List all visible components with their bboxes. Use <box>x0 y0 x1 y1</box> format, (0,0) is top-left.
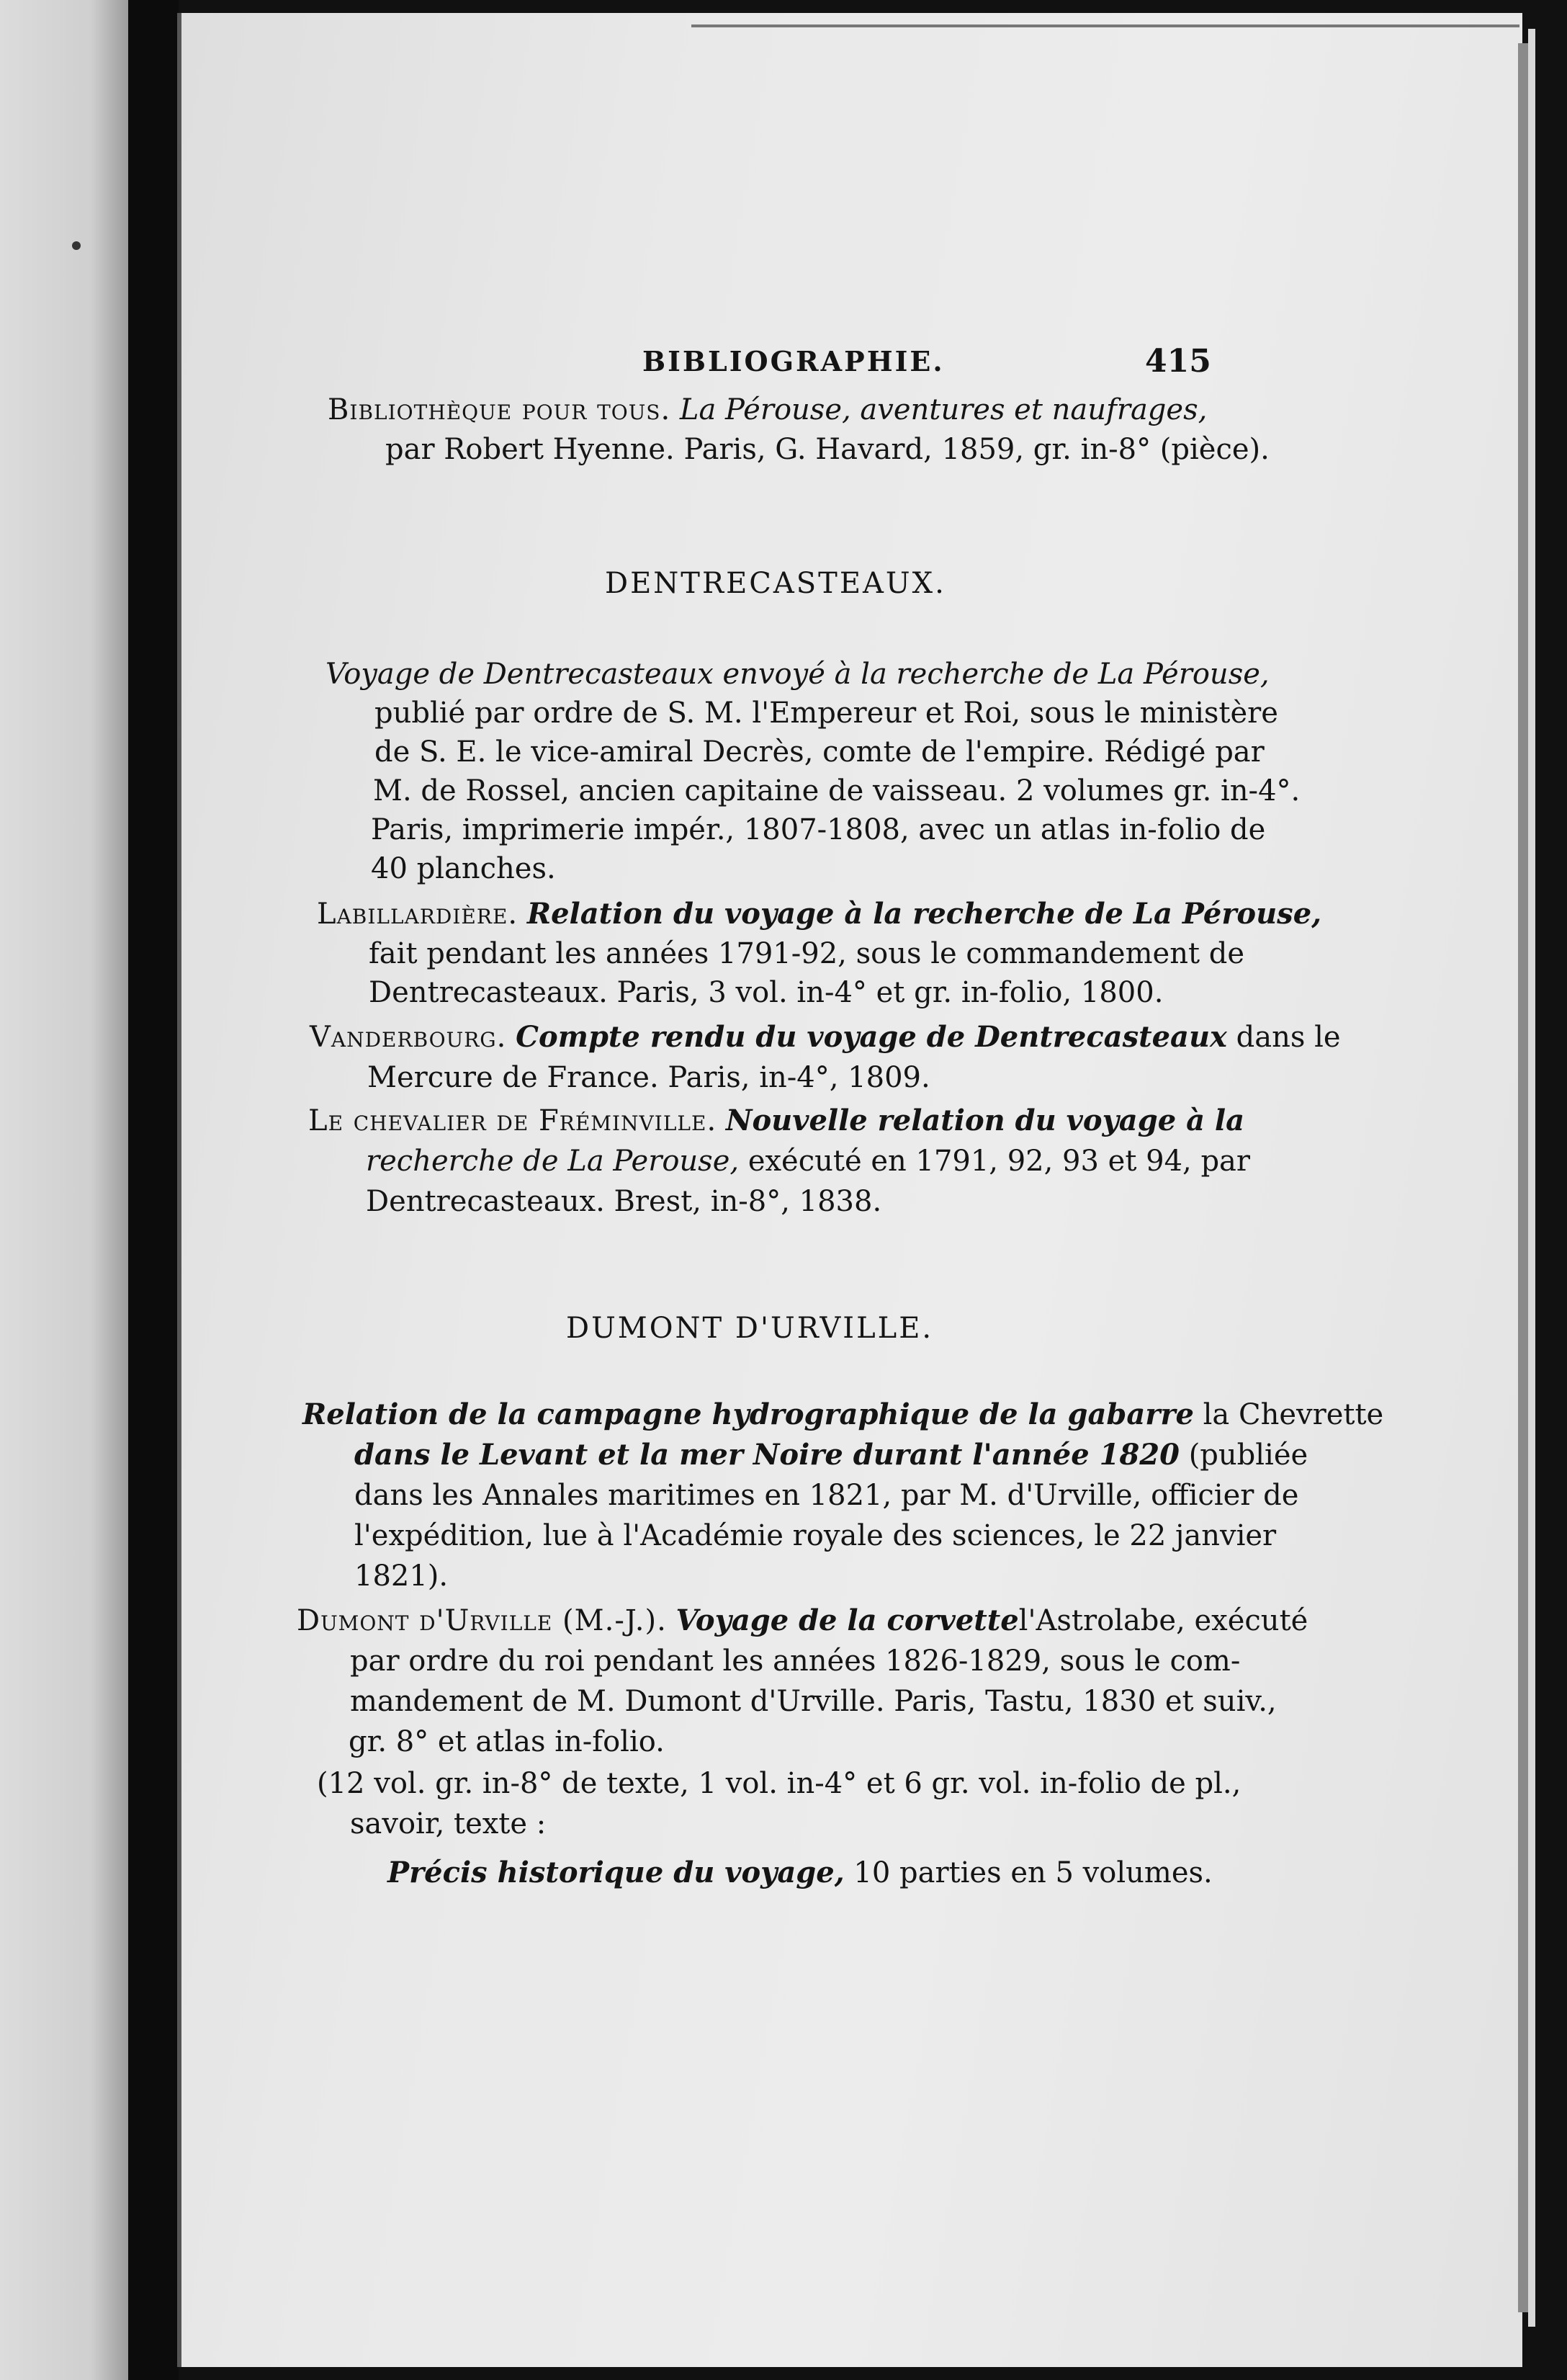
entry-relation-line: dans les Annales maritimes en 1821, par M. d'Urville, officier de <box>354 1479 1299 1512</box>
entry-text: l'Astrolabe, exécuté <box>1018 1604 1308 1637</box>
entry-relation-line: 1821). <box>354 1560 449 1593</box>
facing-page-edge <box>0 0 130 2380</box>
entry-voyage-line: 40 planches. <box>371 852 556 885</box>
note-line: savoir, texte : <box>350 1807 547 1840</box>
entry-title: La Pérouse, aventures et naufrages, <box>679 393 1208 426</box>
entry-voyage-line: M. de Rossel, ancien capitaine de vaisseau. 2 volumes gr. in-4°. <box>373 774 1301 808</box>
entry-freminville-line: Dentrecasteaux. Brest, in-8°, 1838. <box>366 1185 882 1218</box>
note-line: (12 vol. gr. in-8° de texte, 1 vol. in-4° et 6 gr. vol. in-folio de pl., <box>317 1767 1242 1800</box>
entry-durville-line: par ordre du roi pendant les années 1826-1829, sous le com- <box>350 1645 1241 1678</box>
entry-vanderbourg-line: Mercure de France. Paris, in-4°, 1809. <box>367 1061 930 1094</box>
entry-durville-line: gr. 8° et atlas in-folio. <box>349 1725 665 1758</box>
section-heading-durville: DUMONT D'URVILLE. <box>566 1312 934 1345</box>
precis-line <box>387 1856 1213 1890</box>
entry-freminville-line1 <box>308 1104 1244 1138</box>
entry-labillardiere-line1 <box>317 897 1321 931</box>
entry-relation-line: l'expédition, lue à l'Académie royale des sciences, le 22 janvier <box>354 1519 1277 1552</box>
entry-title: Précis historique du voyage, <box>387 1856 845 1889</box>
entry-title: Voyage de la corvette <box>675 1603 1019 1637</box>
entry-author: Bibliothèque pour tous. <box>328 393 671 426</box>
page-edge <box>1528 29 1535 2327</box>
entry-voyage-line: Paris, imprimerie impér., 1807-1808, avec un atlas in-folio de <box>371 813 1266 846</box>
section-heading-dentrecasteaux: DENTRECASTEAUX. <box>605 567 946 600</box>
entry-freminville-line2 <box>366 1144 1250 1178</box>
entry-voyage-line: publié par ordre de S. M. l'Empereur et Roi, sous le ministère <box>374 697 1278 730</box>
page-edge-shadow <box>1518 43 1528 2312</box>
entry-bibliotheque-line2: par Robert Hyenne. Paris, G. Havard, 1859, gr. in-8° (pièce). <box>385 433 1270 466</box>
entry-author: Vanderbourg. <box>310 1021 507 1054</box>
entry-text: la Chevrette <box>1203 1398 1384 1431</box>
entry-title: Relation de la campagne hydrographique de la gabarre <box>302 1397 1194 1431</box>
entry-author: Dumont d'Urville (M.-J.). <box>297 1604 667 1637</box>
entry-author: Labillardière. <box>317 898 518 931</box>
entry-text: 10 parties en 5 volumes. <box>853 1856 1213 1889</box>
entry-relation-line1 <box>302 1397 1383 1432</box>
entry-text: dans le <box>1236 1021 1341 1054</box>
entry-title: recherche de La Perouse, <box>366 1145 740 1178</box>
entry-bibliotheque-line1 <box>328 393 1207 427</box>
entry-durville-line: mandement de M. Dumont d'Urville. Paris, Tastu, 1830 et suiv., <box>350 1685 1277 1718</box>
entry-vanderbourg-line1 <box>310 1020 1341 1055</box>
entry-title: Compte rendu du voyage de Dentrecasteaux <box>516 1020 1227 1054</box>
entry-title: Nouvelle relation du voyage à la <box>725 1104 1245 1137</box>
entry-labillardiere-line: fait pendant les années 1791-92, sous le commandement de <box>369 937 1245 970</box>
top-edge <box>691 24 1519 27</box>
entry-author: Le chevalier de Fréminville. <box>308 1104 717 1137</box>
book-spine <box>128 0 179 2380</box>
entry-voyage-line: de S. E. le vice-amiral Decrès, comte de l'empire. Rédigé par <box>374 735 1265 769</box>
page-number: 415 <box>1145 343 1211 380</box>
running-title: BIBLIOGRAPHIE. <box>642 345 945 377</box>
speck <box>72 241 81 250</box>
entry-labillardiere-line: Dentrecasteaux. Paris, 3 vol. in-4° et gr. in-folio, 1800. <box>369 976 1164 1009</box>
entry-relation-line2 <box>354 1438 1308 1472</box>
entry-voyage-title: Voyage de Dentrecasteaux envoyé à la recherche de La Pérouse, <box>325 658 1270 691</box>
entry-title: Relation du voyage à la recherche de La Pérouse, <box>526 897 1322 931</box>
entry-text: (publiée <box>1188 1439 1308 1472</box>
entry-durville-line1 <box>297 1603 1308 1638</box>
entry-text: exécuté en 1791, 92, 93 et 94, par <box>747 1145 1251 1178</box>
entry-title: dans le Levant et la mer Noire durant l'année 1820 <box>354 1438 1180 1472</box>
